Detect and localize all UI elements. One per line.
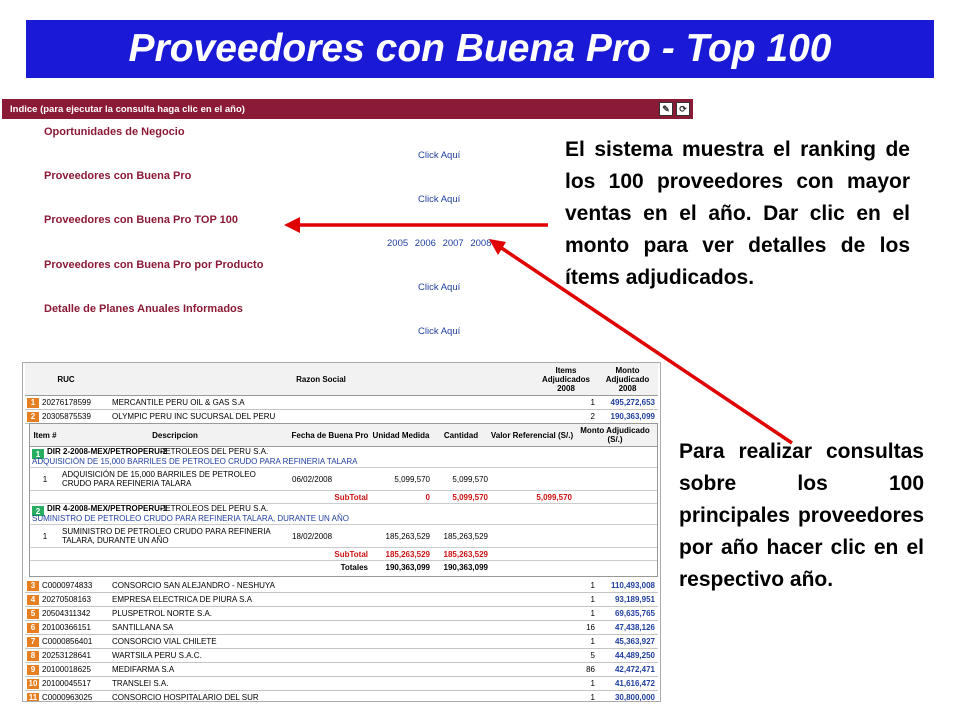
col-monto: Monto Adjudicado 2008 — [605, 365, 650, 393]
click-aqui-oportunidades[interactable]: Click Aquí — [418, 150, 461, 161]
ruc-cell: 20276178599 — [42, 398, 91, 407]
monto-link[interactable]: 110,493,008 — [610, 581, 655, 590]
arrow-to-years — [500, 247, 792, 443]
dcol-item: Item # — [33, 430, 57, 440]
description-consultas: Para realizar consultas sobre los 100 principales proveedores por año hacer clic en el respectivo año. — [679, 440, 924, 591]
subtotal-cantidad: 185,263,529 — [443, 549, 488, 559]
items-cell: 1 — [590, 693, 595, 702]
item-fecha: 18/02/2008 — [292, 531, 333, 541]
year-link-2008[interactable]: 2008 — [470, 238, 492, 249]
razon-cell: EMPRESA ELECTRICA DE PIURA S.A — [112, 595, 253, 604]
arrow-head-years — [489, 239, 506, 255]
items-cell: 1 — [590, 398, 595, 407]
rank-badge: 7 — [27, 637, 39, 647]
index-item-planes-anuales: Detalle de Planes Anuales Informados — [44, 303, 243, 315]
razon-cell: MERCANTILE PERU OIL & GAS S.A — [112, 398, 245, 407]
item-desc: ADQUISICIÓN DE 15,000 BARRILES DE PETROLEO CRUDO PARA REFINERIA TALARA — [62, 470, 256, 488]
monto-link[interactable]: 47,438,126 — [614, 623, 655, 632]
razon-cell: WARTSILA PERU S.A.C. — [112, 651, 202, 660]
razon-cell: SANTILLANA SA — [112, 623, 174, 632]
edit-icon[interactable]: ✎ — [659, 102, 673, 116]
items-cell: 1 — [590, 637, 595, 646]
monto-link[interactable]: 44,489,250 — [614, 651, 655, 660]
index-item-oportunidades: Oportunidades de Negocio — [44, 126, 185, 138]
razon-cell: CONSORCIO HOSPITALARIO DEL SUR — [112, 693, 259, 702]
rank-badge: 3 — [27, 581, 39, 591]
items-cell: 1 — [590, 595, 595, 604]
razon-cell: TRANSLEI S.A. — [112, 679, 169, 688]
dcol-valor: Valor Referencial (S/.) — [490, 430, 574, 440]
totales-cantidad: 190,363,099 — [443, 563, 488, 572]
col-razon-social: Razon Social — [296, 374, 346, 384]
monto-link[interactable]: 45,363,927 — [614, 637, 655, 646]
item-cantidad: 185,263,529 — [443, 531, 488, 541]
ruc-cell: 20270508163 — [42, 595, 91, 604]
index-item-top100: Proveedores con Buena Pro TOP 100 — [44, 214, 239, 226]
index-item-buena-pro: Proveedores con Buena Pro — [44, 170, 192, 182]
click-aqui-por-producto[interactable]: Click Aquí — [418, 282, 461, 293]
monto-link[interactable]: 41,616,472 — [614, 679, 655, 688]
items-cell: 1 — [590, 679, 595, 688]
process-title[interactable]: SUMINISTRO DE PETROLEO CRUDO PARA REFINERIA TALARA, DURANTE UN AÑO — [32, 514, 349, 523]
subtotal-unidad: 185,263,529 — [385, 549, 430, 559]
monto-link[interactable]: 42,472,471 — [614, 665, 655, 674]
razon-cell: MEDIFARMA S.A — [112, 665, 175, 674]
process-badge: 1 — [32, 449, 44, 459]
ruc-cell: 20100366151 — [42, 623, 91, 632]
process-code: DIR 4-2008-MEX/PETROPERU-1 — [47, 504, 168, 513]
totales-unidad: 190,363,099 — [385, 563, 430, 572]
subtotal-label: SubTotal — [334, 492, 368, 502]
process-code: DIR 2-2008-MEX/PETROPERU-2 — [47, 447, 168, 456]
rank-badge: 2 — [27, 412, 39, 422]
rank-badge: 1 — [27, 398, 39, 408]
monto-link[interactable]: 93,189,951 — [614, 595, 655, 604]
ruc-cell: 20100018625 — [42, 665, 91, 674]
ruc-cell: 20100045517 — [42, 679, 91, 688]
monto-link[interactable]: 69,635,765 — [614, 609, 655, 618]
item-number: 1 — [42, 474, 48, 484]
description-ranking: El sistema muestra el ranking de los 100 proveedores con mayor ventas en el año. Dar clic en el monto para ver detalles de los ítems adjudicados. — [565, 138, 910, 289]
dcol-cantidad: Cantidad — [443, 430, 479, 440]
item-fecha: 06/02/2008 — [292, 474, 333, 484]
process-title[interactable]: ADQUISICIÓN DE 15,000 BARRILES DE PETROLEO CRUDO PARA REFINERIA TALARA — [32, 457, 358, 466]
items-cell: 1 — [590, 609, 595, 618]
year-link-2007[interactable]: 2007 — [442, 238, 464, 249]
rank-badge: 4 — [27, 595, 39, 605]
dcol-unidad: Unidad Medida — [372, 430, 430, 440]
ruc-cell: C0000974833 — [42, 581, 93, 590]
rank-badge: 8 — [27, 651, 39, 661]
year-link-2006[interactable]: 2006 — [414, 238, 436, 249]
monto-link[interactable]: 30,800,000 — [614, 693, 655, 702]
subtotal-monto: 5,099,570 — [536, 492, 572, 502]
totales-label: Totales — [340, 563, 368, 572]
index-item-por-producto: Proveedores con Buena Pro por Producto — [44, 259, 264, 271]
ruc-cell: 20305875539 — [42, 412, 91, 421]
year-link-2005[interactable]: 2005 — [387, 238, 409, 249]
index-header-text: Indice (para ejecutar la consulta haga clic en el año) — [10, 103, 245, 115]
rank-badge: 11 — [28, 693, 38, 702]
dcol-fecha: Fecha de Buena Pro — [291, 430, 369, 440]
items-cell: 5 — [590, 651, 595, 660]
dcol-monto: Monto Adjudicado (S/.) — [580, 426, 650, 444]
rank-badge: 6 — [27, 623, 39, 633]
item-cantidad: 5,099,570 — [452, 474, 488, 484]
subtotal-cantidad: 5,099,570 — [452, 492, 488, 502]
ruc-cell: 20253128641 — [42, 651, 91, 660]
ruc-cell: C0000963025 — [42, 693, 93, 702]
arrow-head-top100 — [284, 217, 300, 233]
razon-cell: PLUSPETROL NORTE S.A. — [112, 609, 213, 618]
item-unidad: 185,263,529 — [385, 531, 430, 541]
col-items: Items Adjudicados 2008 — [541, 365, 590, 393]
items-cell: 16 — [586, 623, 595, 632]
refresh-icon[interactable]: ⟳ — [676, 102, 690, 116]
item-number: 1 — [42, 531, 48, 541]
page-title: Proveedores con Buena Pro - Top 100 — [26, 20, 934, 78]
process-entity: PETROLEOS DEL PERU S.A. — [160, 447, 269, 456]
items-cell: 86 — [586, 665, 595, 674]
rank-badge: 10 — [28, 679, 38, 688]
process-entity: PETROLEOS DEL PERU S.A. — [160, 504, 269, 513]
click-aqui-buena-pro[interactable]: Click Aquí — [418, 194, 461, 205]
rank-badge: 9 — [27, 665, 39, 675]
rank-badge: 5 — [27, 609, 39, 619]
item-desc: SUMINISTRO DE PETROLEO CRUDO PARA REFINERIA TALARA, DURANTE UN AÑO — [62, 527, 271, 545]
razon-cell: CONSORCIO VIAL CHILETE — [112, 637, 217, 646]
subtotal-label: SubTotal — [334, 549, 368, 559]
monto-link[interactable]: 190,363,099 — [610, 412, 655, 421]
ruc-cell: C0000856401 — [42, 637, 93, 646]
razon-cell: CONSORCIO SAN ALEJANDRO - NESHUYA — [112, 581, 275, 590]
process-badge: 2 — [32, 506, 44, 516]
subtotal-unidad: 0 — [425, 492, 430, 502]
click-aqui-planes[interactable]: Click Aquí — [418, 326, 461, 337]
items-cell: 2 — [590, 412, 595, 421]
ruc-cell: 20504311342 — [42, 609, 91, 618]
monto-link[interactable]: 495,272,653 — [610, 398, 655, 407]
items-cell: 1 — [590, 581, 595, 590]
razon-cell: OLYMPIC PERU INC SUCURSAL DEL PERU — [112, 412, 276, 421]
item-unidad: 5,099,570 — [394, 474, 430, 484]
dcol-desc: Descripcion — [152, 430, 198, 440]
col-ruc: RUC — [57, 374, 75, 384]
